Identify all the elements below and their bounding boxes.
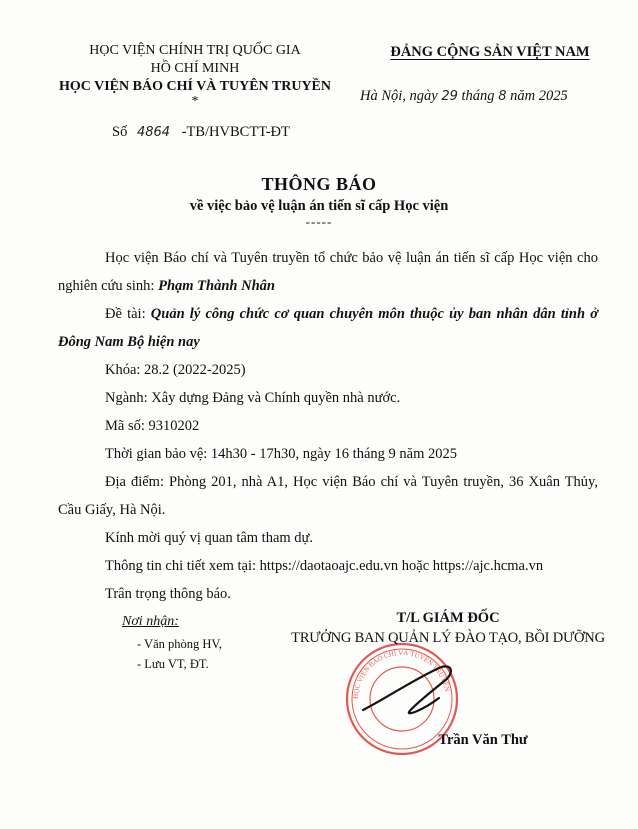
reference-handwritten-number: 4864	[136, 125, 171, 140]
intro-text: Học viện Báo chí và Tuyên truyền tổ chức bảo vệ luận án tiến sĩ cấp Học viện cho nghiên cứu sinh:	[58, 250, 598, 294]
date-place-prefix: Hà Nội, ngày	[360, 88, 438, 104]
signer-name: Trần Văn Thư	[438, 732, 528, 748]
major-line: Ngành: Xây dựng Đảng và Chính quyền nhà nước.	[105, 390, 401, 406]
document-title: THÔNG BÁO	[261, 174, 377, 194]
date-month: 8	[498, 89, 507, 104]
signature-block	[262, 608, 634, 750]
signer-role: T/L GIÁM ĐỐC	[396, 610, 500, 626]
document-subtitle: về việc bảo vệ luận án tiến sĩ cấp Học viện	[189, 198, 449, 214]
reference-suffix: -TB/HVBCTT-ĐT	[181, 124, 290, 140]
title-separator: -----	[305, 214, 333, 229]
topic-label: Đề tài:	[105, 306, 151, 322]
seal-text-path: HỌC VIỆN BÁO CHÍ VÀ TUYÊN TRUYỀN	[351, 648, 452, 700]
date-month-label: tháng	[461, 88, 495, 104]
date-day: 29	[441, 89, 458, 104]
party-header: ĐẢNG CỘNG SẢN VIỆT NAM	[390, 44, 590, 60]
recipient-item: - Lưu VT, ĐT.	[137, 657, 209, 671]
issuing-organization	[40, 42, 350, 108]
info-line: Thông tin chi tiết xem tại: https://daotaoajc.edu.vn hoặc https://ajc.hcma.vn	[105, 558, 544, 574]
org-line-1: HỌC VIỆN CHÍNH TRỊ QUỐC GIA	[89, 43, 301, 58]
document-body	[58, 244, 598, 608]
reference-number	[112, 124, 290, 141]
course-line: Khóa: 28.2 (2022-2025)	[105, 362, 246, 378]
reference-label: Số	[112, 124, 128, 140]
signer-department: TRƯỞNG BAN QUẢN LÝ ĐÀO TẠO, BỒI DƯỠNG	[291, 630, 605, 646]
date-line	[360, 88, 568, 105]
org-line-2: HỒ CHÍ MINH	[150, 61, 240, 76]
recipient-item: - Văn phòng HV,	[137, 637, 222, 651]
student-name: Phạm Thành Nhân	[158, 278, 275, 294]
code-line: Mã số: 9310202	[105, 418, 200, 434]
closing-line: Trân trọng thông báo.	[105, 586, 231, 602]
intro-paragraph	[58, 244, 598, 300]
time-line: Thời gian bảo vệ: 14h30 - 17h30, ngày 16 tháng 9 năm 2025	[105, 446, 457, 462]
date-year: năm 2025	[510, 88, 568, 104]
recipients-block	[122, 612, 222, 674]
topic-paragraph	[58, 300, 598, 356]
topic-title: Quản lý công chức cơ quan chuyên môn thuộc ủy ban nhân dân tỉnh ở Đông Nam Bộ hiện nay	[58, 306, 598, 350]
org-line-3: HỌC VIỆN BÁO CHÍ VÀ TUYÊN TRUYỀN	[58, 79, 331, 94]
invite-line: Kính mời quý vị quan tâm tham dự.	[105, 530, 314, 546]
recipients-heading: Nơi nhận:	[122, 614, 179, 629]
venue-line: Địa điểm: Phòng 201, nhà A1, Học viện Báo chí và Tuyên truyền, 36 Xuân Thủy, Cầu Giấy, Hà Nội.	[58, 474, 598, 518]
org-star: *	[191, 94, 199, 109]
